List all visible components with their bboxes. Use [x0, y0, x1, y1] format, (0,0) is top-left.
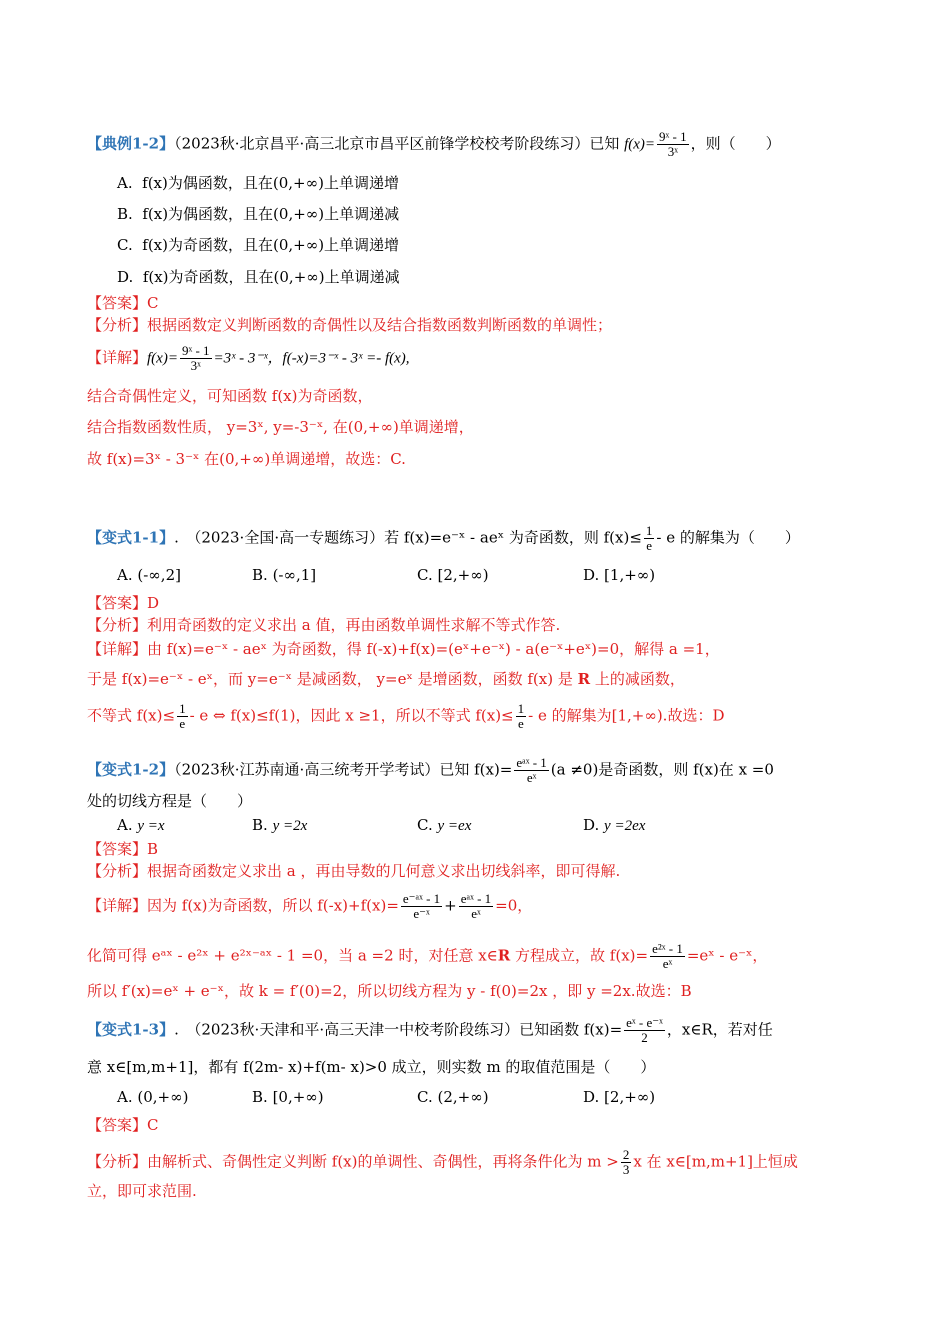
option-d: D. f(x)为奇函数，且在(0,+∞)上单调递减	[117, 268, 400, 286]
fraction: $\frac{1}{e}$	[645, 523, 653, 553]
option-b: B. y =2x	[252, 816, 308, 834]
variant-tag: 【变式1-1】	[87, 528, 175, 547]
answer: 【答案】C	[87, 1116, 159, 1134]
option-a: A. f(x)为偶函数，且在(0,+∞)上单调递增	[117, 174, 399, 192]
variant-1-1-question: 【变式1-1】. （2023·全国·高一专题练习）若 f(x)=e⁻ˣ - aeˣ 为奇函数，则 f(x)≤ $\frac{1}{e}$ - e 的解集为（ ）	[87, 523, 800, 553]
detail-line-1: 【详解】由 f(x)=e⁻ˣ - aeˣ 为奇函数，得 f(-x)+f(x)=(eˣ+e⁻ˣ) - a(e⁻ˣ+eˣ)=0，解得 a =1，	[87, 640, 720, 658]
fraction: $\frac{\text{e⁻ᵃˣ - 1}}{\text{e⁻ˣ}}$	[402, 891, 441, 921]
variant-1-3-question: 【变式1-3】. （2023秋·天津和平·高三天津一中校考阶段练习）已知函数 f(x)= $\frac{\text{eˣ - e⁻ˣ}}{2}$ ，x∈R，若对任	[87, 1015, 773, 1045]
fraction: $\frac{2}{3}$	[622, 1147, 630, 1177]
fraction: $\frac{1}{e}$	[517, 701, 525, 731]
option-b: B. [0,+∞)	[252, 1088, 324, 1106]
variant-tag: 【变式1-3】	[87, 1020, 175, 1039]
question-source: （2023秋·北京昌平·高三北京市昌平区前锋学校校考阶段练习）已知	[174, 134, 620, 153]
option-c: C. (2,+∞)	[417, 1088, 489, 1106]
analysis: 【分析】根据奇函数定义求出 a ，再由导数的几何意义求出切线斜率，即可得解.	[87, 862, 621, 880]
fraction: $\frac{\text{e²ˣ - 1}}{\text{eˣ}}$	[652, 941, 683, 971]
detail-line-1: 【详解】因为 f(x)为奇函数，所以 f(-x)+f(x)= $\frac{\text{e⁻ᵃˣ - 1}}{\text{e⁻ˣ}}$ + $\frac{\text{eᵃˣ - 1}}{\text{eˣ}}$ =0，	[87, 891, 533, 921]
detail-line-4: 故 f(x)=3ˣ - 3⁻ˣ 在(0,+∞)单调递增，故选：C.	[87, 450, 406, 468]
question-continued: 处的切线方程是（ ）	[87, 792, 253, 810]
fraction: $\frac{\text{eˣ - e⁻ˣ}}{2}$	[626, 1015, 663, 1045]
fraction: $\frac{\text{eᵃˣ - 1}}{\text{eˣ}}$	[460, 891, 492, 921]
detail-line-3: 不等式 f(x)≤ $\frac{1}{e}$ - e ⇔ f(x)≤f(1)，因此 x ≥1，所以不等式 f(x)≤ $\frac{1}{e}$ - e 的解集为[1,+∞).故选：D	[87, 701, 725, 731]
variant-1-2-question: 【变式1-2】（2023秋·江苏南通·高三统考开学考试）已知 f(x)= $\frac{\text{eᵃˣ - 1}}{\text{eˣ}}$ (a ≠0)是奇函数，则 f(x)在 x =0	[87, 755, 774, 785]
option-d: D. y =2ex	[583, 816, 646, 834]
analysis-continued: 立，即可求范围.	[87, 1182, 197, 1200]
option-c: C. [2,+∞)	[417, 566, 489, 584]
option-a: A. y =x	[117, 816, 165, 834]
option-a: A. (-∞,2]	[117, 566, 181, 584]
fraction: $\frac{1}{e}$	[179, 701, 186, 731]
analysis: 【分析】利用奇函数的定义求出 a 值，再由函数单调性求解不等式作答.	[87, 616, 561, 634]
fraction: $\frac{\text{9ˣ - 1}}{\text{3ˣ}}$	[659, 129, 687, 159]
option-c: C. y =ex	[417, 816, 472, 834]
detail-line-2: 化简可得 eᵃˣ - e²ˣ + e²ˣ⁻ᵃˣ - 1 =0，当 a =2 时，对任意 x∈R 方程成立，故 f(x)= $\frac{\text{e²ˣ - 1}}{\text{eˣ}}$ =eˣ - e⁻ˣ，	[87, 941, 768, 971]
detail-line-2: 于是 f(x)=e⁻ˣ - eˣ，而 y=e⁻ˣ 是减函数， y=eˣ 是增函数，函数 f(x) 是 R 上的减函数，	[87, 670, 685, 688]
option-a: A. (0,+∞)	[117, 1088, 189, 1106]
option-b: B. (-∞,1]	[252, 566, 317, 584]
fraction: $\frac{\text{eᵃˣ - 1}}{\text{eˣ}}$	[516, 755, 547, 785]
question-continued: 意 x∈[m,m+1]，都有 f(2m- x)+f(m- x)>0 成立，则实数 m 的取值范围是（ ）	[87, 1058, 656, 1076]
analysis: 【分析】由解析式、奇偶性定义判断 f(x)的单调性、奇偶性，再将条件化为 m > $\frac{2}{3}$ x 在 x∈[m,m+1]上恒成	[87, 1147, 798, 1177]
answer: 【答案】C	[87, 294, 159, 312]
option-b: B. f(x)为偶函数，且在(0,+∞)上单调递减	[117, 205, 400, 223]
example-1-2-question: 【典例1-2】（2023秋·北京昌平·高三北京市昌平区前锋学校校考阶段练习）已知 f(x)= $\frac{\text{9ˣ - 1}}{\text{3ˣ}}$ ，则（ ）	[87, 129, 781, 159]
detail-line-1: 【详解】f(x)= $\frac{\text{9ˣ - 1}}{\text{3ˣ}}$ =3ˣ - 3⁻ˣ，f(-x)=3⁻ˣ - 3ˣ =- f(x),	[87, 343, 410, 373]
detail-line-3: 结合指数函数性质， y=3ˣ, y=-3⁻ˣ, 在(0,+∞)单调递增，	[87, 418, 474, 436]
answer: 【答案】B	[87, 840, 159, 858]
detail-line-2: 结合奇偶性定义，可知函数 f(x)为奇函数，	[87, 387, 373, 405]
detail-line-3: 所以 f′(x)=eˣ + e⁻ˣ，故 k = f′(0)=2，所以切线方程为 y - f(0)=2x ，即 y =2x.故选：B	[87, 982, 692, 1000]
option-c: C. f(x)为奇函数，且在(0,+∞)上单调递增	[117, 236, 400, 254]
analysis: 【分析】根据函数定义判断函数的奇偶性以及结合指数函数判断函数的单调性；	[87, 316, 613, 334]
example-tag: 【典例1-2】	[87, 134, 175, 153]
variant-tag: 【变式1-2】	[87, 760, 175, 779]
option-d: D. [1,+∞)	[583, 566, 656, 584]
fraction: $\frac{\text{9ˣ - 1}}{\text{3ˣ}}$	[181, 343, 210, 373]
answer: 【答案】D	[87, 594, 160, 612]
option-d: D. [2,+∞)	[583, 1088, 656, 1106]
